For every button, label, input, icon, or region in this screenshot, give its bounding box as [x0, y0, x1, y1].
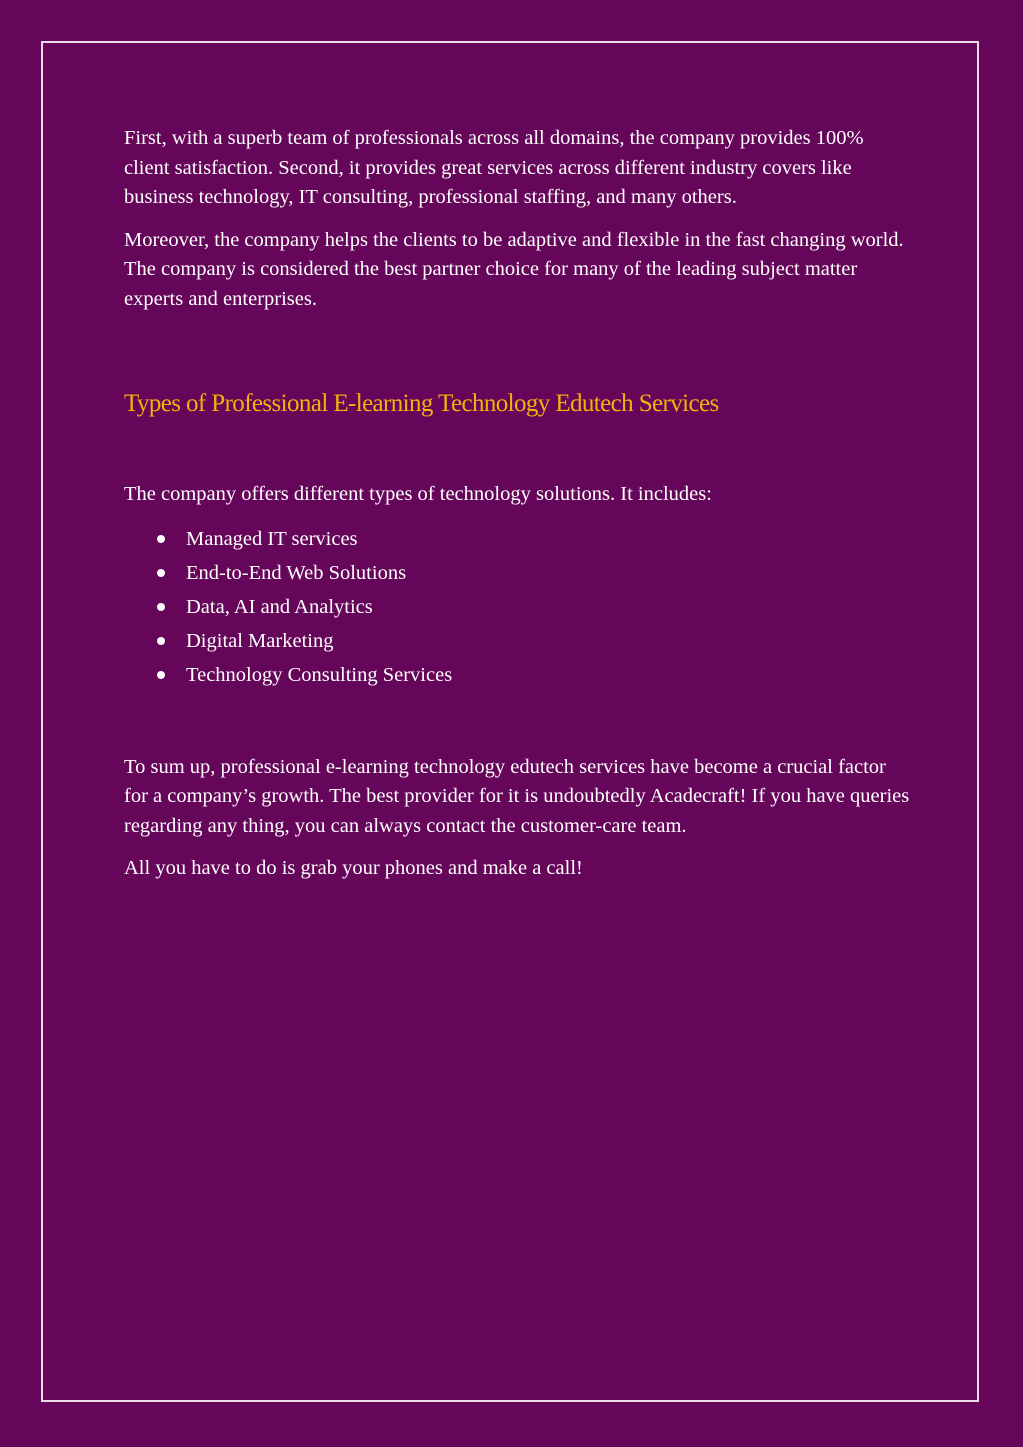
paragraph-team: First, with a superb team of professionals across all domains, the company provides 100% client satisfaction. Second, it provides great services across different industry covers like business technology, IT consulting, professional staffing, and many others.	[124, 127, 864, 208]
list-item	[124, 624, 914, 658]
list-item-label: End-to-End Web Solutions	[186, 561, 407, 584]
document-body	[124, 124, 914, 884]
paragraph-adaptive: Moreover, the company helps the clients to be adaptive and flexible in the fast changing world. The company is considered the best partner choice for many of the leading subject matter experts and enterprises.	[124, 228, 904, 310]
paragraph-call-to-action: All you have to do is grab your phones and make a call!	[124, 857, 583, 879]
list-item	[124, 556, 914, 590]
bullet-icon	[157, 637, 165, 645]
paragraph-intro: The company offers different types of technology solutions. It includes:	[124, 483, 712, 505]
paragraph-summary: To sum up, professional e-learning technology edutech services have become a crucial factor for a company’s growth. The best provider for it is undoubtedly Acadecraft! If you have queries regarding any thing, you can always contact the customer-care team.	[124, 755, 910, 837]
section-heading: Types of Professional E-learning Technology Edutech Services	[124, 390, 719, 417]
bullet-icon	[157, 671, 165, 679]
bullet-icon	[157, 603, 165, 611]
bullet-icon	[157, 569, 165, 577]
list-item-label: Digital Marketing	[186, 629, 334, 652]
list-item-label: Data, AI and Analytics	[186, 595, 373, 618]
list-item	[124, 522, 914, 556]
list-item	[124, 590, 914, 624]
bullet-icon	[157, 535, 165, 543]
list-item-label: Technology Consulting Services	[186, 663, 453, 686]
list-item	[124, 658, 914, 692]
services-list	[124, 522, 914, 692]
list-item-label: Managed IT services	[186, 527, 358, 550]
